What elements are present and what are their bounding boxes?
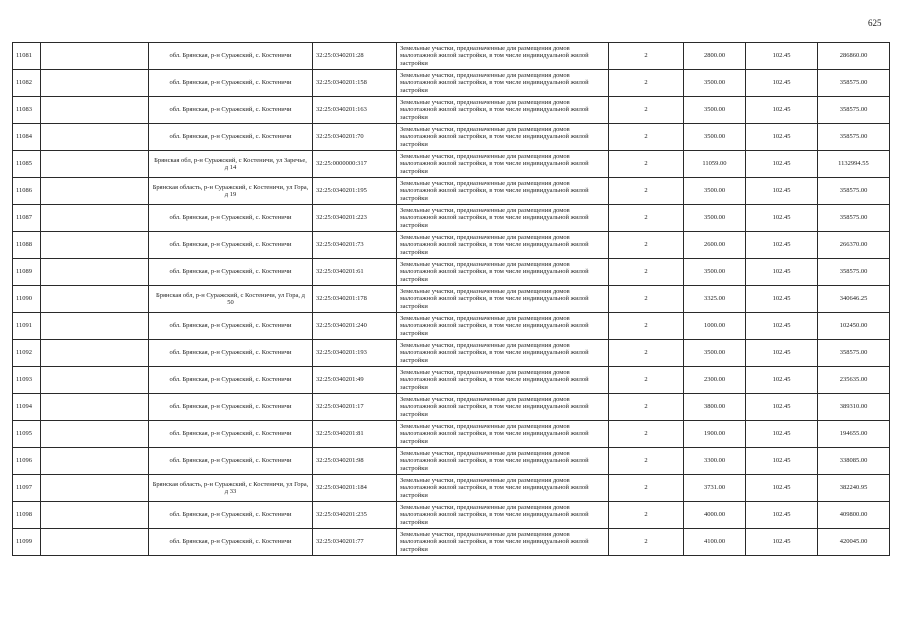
empty-cell [41,70,149,97]
area-cell: 3500.00 [684,178,746,205]
land-use-category-cell: Земельные участки, предназначенные для размещения домов малоэтажной жилой застройки, в том числе индивидуальной жилой застройки [397,151,609,178]
specific-value-cell: 102.45 [746,205,818,232]
specific-value-cell: 102.45 [746,151,818,178]
empty-cell [41,151,149,178]
table-row [13,529,890,556]
table-row [13,367,890,394]
area-cell: 11059.00 [684,151,746,178]
group-number-cell: 2 [609,502,684,529]
land-use-category-cell: Земельные участки, предназначенные для размещения домов малоэтажной жилой застройки, в том числе индивидуальной жилой застройки [397,340,609,367]
area-cell: 2800.00 [684,43,746,70]
table-row [13,394,890,421]
cadastral-number-cell: 32:25:0340201:223 [313,205,397,232]
empty-cell [41,205,149,232]
empty-cell [41,43,149,70]
table-body [13,43,890,556]
group-number-cell: 2 [609,205,684,232]
address-cell: обл. Брянская, р-н Суражский, с. Костеничи [149,97,313,124]
specific-value-cell: 102.45 [746,502,818,529]
table-row [13,151,890,178]
empty-cell [41,475,149,502]
empty-cell [41,178,149,205]
empty-cell [41,367,149,394]
row-id-cell: 11095 [13,421,41,448]
cadastral-value-cell: 338085.00 [818,448,890,475]
cadastral-value-cell: 358575.00 [818,124,890,151]
cadastral-value-cell: 420045.00 [818,529,890,556]
specific-value-cell: 102.45 [746,421,818,448]
row-id-cell: 11089 [13,259,41,286]
specific-value-cell: 102.45 [746,70,818,97]
empty-cell [41,313,149,340]
land-use-category-cell: Земельные участки, предназначенные для размещения домов малоэтажной жилой застройки, в том числе индивидуальной жилой застройки [397,205,609,232]
land-use-category-cell: Земельные участки, предназначенные для размещения домов малоэтажной жилой застройки, в том числе индивидуальной жилой застройки [397,124,609,151]
cadastral-number-cell: 32:25:0340201:163 [313,97,397,124]
cadastral-number-cell: 32:25:0340201:81 [313,421,397,448]
cadastral-value-cell: 340646.25 [818,286,890,313]
row-id-cell: 11090 [13,286,41,313]
cadastral-value-cell: 358575.00 [818,178,890,205]
area-cell: 2600.00 [684,232,746,259]
cadastral-number-cell: 32:25:0340201:70 [313,124,397,151]
row-id-cell: 11086 [13,178,41,205]
table-row [13,232,890,259]
row-id-cell: 11094 [13,394,41,421]
area-cell: 3500.00 [684,340,746,367]
page-number: 625 [868,18,882,28]
group-number-cell: 2 [609,313,684,340]
cadastral-value-cell: 389310.00 [818,394,890,421]
cadastral-number-cell: 32:25:0340201:17 [313,394,397,421]
cadastral-value-cell: 286860.00 [818,43,890,70]
group-number-cell: 2 [609,43,684,70]
cadastral-number-cell: 32:25:0340201:158 [313,70,397,97]
specific-value-cell: 102.45 [746,367,818,394]
cadastral-number-cell: 32:25:0340201:49 [313,367,397,394]
specific-value-cell: 102.45 [746,43,818,70]
group-number-cell: 2 [609,151,684,178]
specific-value-cell: 102.45 [746,286,818,313]
land-use-category-cell: Земельные участки, предназначенные для размещения домов малоэтажной жилой застройки, в том числе индивидуальной жилой застройки [397,43,609,70]
cadastral-number-cell: 32:25:0340201:184 [313,475,397,502]
land-use-category-cell: Земельные участки, предназначенные для размещения домов малоэтажной жилой застройки, в том числе индивидуальной жилой застройки [397,421,609,448]
row-id-cell: 11098 [13,502,41,529]
group-number-cell: 2 [609,124,684,151]
land-use-category-cell: Земельные участки, предназначенные для размещения домов малоэтажной жилой застройки, в том числе индивидуальной жилой застройки [397,502,609,529]
area-cell: 3300.00 [684,448,746,475]
area-cell: 3500.00 [684,259,746,286]
area-cell: 3500.00 [684,124,746,151]
group-number-cell: 2 [609,367,684,394]
area-cell: 2300.00 [684,367,746,394]
cadastral-number-cell: 32:25:0340201:193 [313,340,397,367]
cadastral-number-cell: 32:25:0340201:61 [313,259,397,286]
table-row [13,502,890,529]
specific-value-cell: 102.45 [746,529,818,556]
address-cell: Брянская область, р-н Суражский, с Костеничи, ул Гора, д 33 [149,475,313,502]
address-cell: обл. Брянская, р-н Суражский, с. Костеничи [149,367,313,394]
empty-cell [41,259,149,286]
cadastral-value-cell: 358575.00 [818,97,890,124]
empty-cell [41,232,149,259]
group-number-cell: 2 [609,421,684,448]
row-id-cell: 11091 [13,313,41,340]
table-row [13,313,890,340]
table-row [13,286,890,313]
table-row [13,43,890,70]
address-cell: обл. Брянская, р-н Суражский, с. Костеничи [149,394,313,421]
cadastral-number-cell: 32:25:0340201:77 [313,529,397,556]
area-cell: 1900.00 [684,421,746,448]
land-use-category-cell: Земельные участки, предназначенные для размещения домов малоэтажной жилой застройки, в том числе индивидуальной жилой застройки [397,259,609,286]
address-cell: Брянская обл, р-н Суражский, с Костеничи, ул Гора, д 50 [149,286,313,313]
group-number-cell: 2 [609,529,684,556]
specific-value-cell: 102.45 [746,232,818,259]
address-cell: обл. Брянская, р-н Суражский, с. Костеничи [149,70,313,97]
area-cell: 4100.00 [684,529,746,556]
empty-cell [41,421,149,448]
group-number-cell: 2 [609,232,684,259]
row-id-cell: 11085 [13,151,41,178]
table-row [13,340,890,367]
table-row [13,124,890,151]
cadastral-value-cell: 358575.00 [818,205,890,232]
specific-value-cell: 102.45 [746,340,818,367]
area-cell: 1000.00 [684,313,746,340]
address-cell: обл. Брянская, р-н Суражский, с. Костеничи [149,232,313,259]
cadastral-value-cell: 358575.00 [818,70,890,97]
address-cell: Брянская обл, р-н Суражский, с Костеничи, ул Заречье, д 14 [149,151,313,178]
land-use-category-cell: Земельные участки, предназначенные для размещения домов малоэтажной жилой застройки, в том числе индивидуальной жилой застройки [397,232,609,259]
group-number-cell: 2 [609,97,684,124]
address-cell: обл. Брянская, р-н Суражский, с. Костеничи [149,43,313,70]
empty-cell [41,97,149,124]
area-cell: 3325.00 [684,286,746,313]
group-number-cell: 2 [609,70,684,97]
cadastral-value-table [12,42,890,556]
address-cell: обл. Брянская, р-н Суражский, с. Костеничи [149,502,313,529]
row-id-cell: 11087 [13,205,41,232]
land-use-category-cell: Земельные участки, предназначенные для размещения домов малоэтажной жилой застройки, в том числе индивидуальной жилой застройки [397,313,609,340]
empty-cell [41,340,149,367]
specific-value-cell: 102.45 [746,124,818,151]
group-number-cell: 2 [609,394,684,421]
address-cell: обл. Брянская, р-н Суражский, с. Костеничи [149,259,313,286]
land-use-category-cell: Земельные участки, предназначенные для размещения домов малоэтажной жилой застройки, в том числе индивидуальной жилой застройки [397,70,609,97]
area-cell: 3731.00 [684,475,746,502]
group-number-cell: 2 [609,340,684,367]
row-id-cell: 11082 [13,70,41,97]
cadastral-value-cell: 382240.95 [818,475,890,502]
cadastral-value-cell: 409800.00 [818,502,890,529]
cadastral-value-cell: 266370.00 [818,232,890,259]
cadastral-value-cell: 358575.00 [818,259,890,286]
land-use-category-cell: Земельные участки, предназначенные для размещения домов малоэтажной жилой застройки, в том числе индивидуальной жилой застройки [397,448,609,475]
specific-value-cell: 102.45 [746,178,818,205]
row-id-cell: 11092 [13,340,41,367]
empty-cell [41,394,149,421]
empty-cell [41,124,149,151]
address-cell: обл. Брянская, р-н Суражский, с. Костеничи [149,205,313,232]
address-cell: обл. Брянская, р-н Суражский, с. Костеничи [149,421,313,448]
specific-value-cell: 102.45 [746,259,818,286]
cadastral-number-cell: 32:25:0000000:317 [313,151,397,178]
row-id-cell: 11097 [13,475,41,502]
row-id-cell: 11093 [13,367,41,394]
table-row [13,259,890,286]
area-cell: 3800.00 [684,394,746,421]
table-row [13,205,890,232]
group-number-cell: 2 [609,259,684,286]
group-number-cell: 2 [609,178,684,205]
table-row [13,97,890,124]
table-row [13,178,890,205]
empty-cell [41,502,149,529]
row-id-cell: 11083 [13,97,41,124]
specific-value-cell: 102.45 [746,394,818,421]
land-use-category-cell: Земельные участки, предназначенные для размещения домов малоэтажной жилой застройки, в том числе индивидуальной жилой застройки [397,394,609,421]
group-number-cell: 2 [609,286,684,313]
land-use-category-cell: Земельные участки, предназначенные для размещения домов малоэтажной жилой застройки, в том числе индивидуальной жилой застройки [397,178,609,205]
area-cell: 4000.00 [684,502,746,529]
specific-value-cell: 102.45 [746,313,818,340]
address-cell: обл. Брянская, р-н Суражский, с. Костеничи [149,313,313,340]
area-cell: 3500.00 [684,205,746,232]
cadastral-number-cell: 32:25:0340201:98 [313,448,397,475]
empty-cell [41,529,149,556]
table-row [13,475,890,502]
group-number-cell: 2 [609,448,684,475]
address-cell: обл. Брянская, р-н Суражский, с. Костеничи [149,529,313,556]
row-id-cell: 11084 [13,124,41,151]
cadastral-number-cell: 32:25:0340201:195 [313,178,397,205]
table-row [13,421,890,448]
empty-cell [41,286,149,313]
address-cell: обл. Брянская, р-н Суражский, с. Костеничи [149,340,313,367]
specific-value-cell: 102.45 [746,448,818,475]
land-use-category-cell: Земельные участки, предназначенные для размещения домов малоэтажной жилой застройки, в том числе индивидуальной жилой застройки [397,475,609,502]
cadastral-number-cell: 32:25:0340201:28 [313,43,397,70]
group-number-cell: 2 [609,475,684,502]
cadastral-number-cell: 32:25:0340201:235 [313,502,397,529]
address-cell: Брянская область, р-н Суражский, с Костеничи, ул Гора, д 19 [149,178,313,205]
cadastral-number-cell: 32:25:0340201:240 [313,313,397,340]
land-use-category-cell: Земельные участки, предназначенные для размещения домов малоэтажной жилой застройки, в том числе индивидуальной жилой застройки [397,286,609,313]
area-cell: 3500.00 [684,97,746,124]
cadastral-number-cell: 32:25:0340201:178 [313,286,397,313]
area-cell: 3500.00 [684,70,746,97]
row-id-cell: 11099 [13,529,41,556]
cadastral-value-cell: 358575.00 [818,340,890,367]
table-row [13,70,890,97]
cadastral-value-cell: 1132994.55 [818,151,890,178]
address-cell: обл. Брянская, р-н Суражский, с. Костеничи [149,124,313,151]
row-id-cell: 11081 [13,43,41,70]
address-cell: обл. Брянская, р-н Суражский, с. Костеничи [149,448,313,475]
table-row [13,448,890,475]
cadastral-value-cell: 102450.00 [818,313,890,340]
empty-cell [41,448,149,475]
cadastral-value-cell: 235635.00 [818,367,890,394]
cadastral-value-cell: 194655.00 [818,421,890,448]
cadastral-number-cell: 32:25:0340201:73 [313,232,397,259]
specific-value-cell: 102.45 [746,475,818,502]
land-use-category-cell: Земельные участки, предназначенные для размещения домов малоэтажной жилой застройки, в том числе индивидуальной жилой застройки [397,97,609,124]
specific-value-cell: 102.45 [746,97,818,124]
row-id-cell: 11088 [13,232,41,259]
land-use-category-cell: Земельные участки, предназначенные для размещения домов малоэтажной жилой застройки, в том числе индивидуальной жилой застройки [397,529,609,556]
row-id-cell: 11096 [13,448,41,475]
land-use-category-cell: Земельные участки, предназначенные для размещения домов малоэтажной жилой застройки, в том числе индивидуальной жилой застройки [397,367,609,394]
